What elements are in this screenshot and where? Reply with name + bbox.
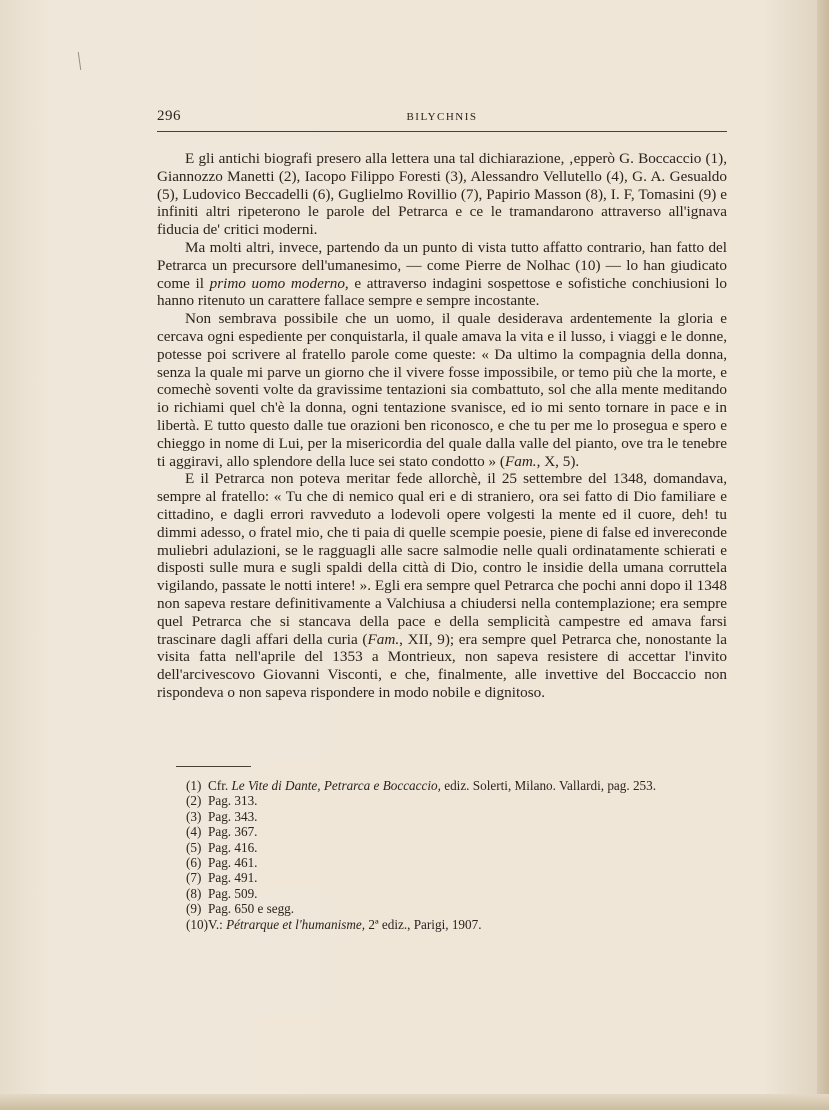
paragraph-3-text-c: , X, 5). [536, 452, 580, 470]
paragraph-4-text-a: E il Petrarca non poteva meritar fede allorchè, il 25 settembre del 1348, domandava, sempre al fratello: « Tu che di nemico qual eri e di straniero, ora sei fatto di Dio familiare e cittadino, e dagli errori ravveduto a lodevoli opere volgesti la mente ed il cuore, deh! tu dimmi adesso, o fratel mio, che ti paia di quelle scempie poesie, piene di false ed invereconde muliebri adulazioni, se le ragguagli alle sacre salmodie nelle quali ordinatamente schierati e disposti sulle mura e sugli spaldi della città di Dio, contro le insidie della umana corruttela vigilando, passate le notti intere! ». Egli era sempre quel Petrarca che pochi anni dopo il 1348 non sapeva restare definitivamente a Valchiusa a chiudersi nella contemplazione; era sempre quel Petrarca che si stancava della pace e della semplicità campestre ed amava farsi trascinare dagli affari della curia ( [157, 470, 727, 648]
footnote-number: (7) [186, 870, 202, 886]
footnotes [186, 778, 731, 932]
footnote-text: Cfr. [208, 778, 232, 793]
footnote-8 [186, 886, 731, 901]
footnote-number: (4) [186, 824, 202, 840]
paragraph-4 [157, 470, 727, 701]
paragraph-1 [157, 150, 727, 239]
footnote-5 [186, 840, 731, 855]
footnote-number: (8) [186, 885, 202, 901]
paragraph-3-italic: Fam. [504, 452, 537, 470]
footnote-text: Pag. 343. [208, 808, 258, 824]
paragraph-3-text-a: Non sembrava possibile che un uomo, il quale desiderava ardentemente la gloria e cercava ogni espediente per conquistarla, il quale amava la vita e il lusso, i viaggi e le donne, potesse poi scrivere al fratello parole come queste: « Da ultimo la compagnia della donna, senza la quale mi parve un giorno che il vivere fosse impossibile, or temo più che la morte, e comechè soventi volte da gravissime tentazioni sia combattuto, sol che alla mente meditando io richiami quel ch'è la donna, ogni tentazione svanisce, ed io mi sento tornare in pace e in libertà. E tutto questo dalle tue orazioni ben riconosco, e che tu per me lo prosegua e spero e chieggo in nome di Lui, per la misericordia del quale dalla valle del pianto, ove tra le tenebre ti aggiravi, allo splendore della luce sei stato condotto » ( [157, 310, 727, 470]
footnote-rule [176, 766, 251, 767]
footnote-text-post: 2ª ediz., Parigi, 1907. [365, 916, 482, 932]
footnote-text: Pag. 313. [208, 793, 258, 809]
main-text [157, 150, 727, 702]
footnote-number: (5) [186, 839, 202, 855]
paragraph-2-italic: primo uomo moderno [209, 274, 345, 292]
footnote-italic: Le Vite di Dante, Petrarca e Boccaccio, [231, 778, 441, 793]
paragraph-1-text: E gli antichi biografi presero alla lettera una tal dichiarazione, ‚epperò G. Boccaccio (1), Giannozzo Manetti (2), Iacopo Filippo Foresti (3), Alessandro Vellutello (4), G. A. Gesualdo (5), Ludovico Beccadelli (6), Guglielmo Rovillio (7), Papirio Masson (8), I. F, Tomasini (9) e infiniti altri ripeterono le parole del Petrarca e ce le tramandarono attraverso all'ignava fiducia de' critici moderni. [157, 150, 727, 239]
footnote-text: Pag. 509. [208, 885, 258, 901]
running-head: BILYCHNIS [406, 111, 478, 123]
footnote-number: (9) [186, 901, 202, 917]
footnote-text: V.: [208, 916, 227, 932]
paragraph-3 [157, 310, 727, 470]
header-rule [157, 131, 727, 132]
footnote-6 [186, 855, 731, 870]
footnote-7 [186, 870, 731, 885]
footnote-number: (3) [186, 808, 202, 824]
footnote-number: (1) [186, 778, 202, 793]
footnote-italic: Pétrarque et l'humanisme, [226, 916, 366, 932]
footnote-2 [186, 793, 731, 808]
footnote-number: (6) [186, 855, 202, 871]
page-edge-right [817, 0, 829, 1110]
page-header [157, 108, 727, 128]
footnote-text-post: ediz. Solerti, Milano. Vallardi, pag. 253. [440, 778, 657, 793]
paragraph-2-text-a: Ma molti altri, invece, partendo da un punto di vista tutto affatto contrario, han fatto del Petrarca un precursore dell'umanesimo, — come Pierre de Nolhac (10) — lo han giudicato come il [157, 238, 727, 292]
paragraph-2-text-c: , e attraverso indagini sospettose e sofistiche conchiusioni lo hanno ritenuto un carattere fallace sempre e sempre incostante. [157, 274, 728, 310]
footnote-3 [186, 809, 731, 824]
page-edge-bottom [0, 1094, 829, 1110]
footnote-1 [186, 778, 731, 793]
paragraph-2 [157, 239, 727, 310]
paragraph-4-text-c: , XII, 9); era sempre quel Petrarca che, nonostante la visita fatta nell'aprile del 1353 a Montrieux, non sapeva resistere di accettar l'invito dell'arcivescovo Giovanni Visconti, e che, finalmente, alle invettive del Boccaccio non rispondeva o non sapeva rispondere in modo nobile e dignitoso. [157, 630, 727, 701]
page-number: 296 [157, 108, 181, 124]
footnote-number: (10) [186, 916, 208, 932]
footnote-text: Pag. 650 e segg. [208, 901, 295, 917]
footnote-9 [186, 901, 731, 916]
footnote-text: Pag. 416. [208, 839, 258, 855]
footnote-text: Pag. 491. [208, 870, 258, 886]
footnote-10 [186, 917, 731, 932]
paragraph-4-italic: Fam. [367, 630, 400, 648]
footnote-number: (2) [186, 793, 202, 809]
footnote-text: Pag. 461. [208, 855, 258, 871]
footnote-4 [186, 824, 731, 839]
footnote-text: Pag. 367. [208, 824, 258, 840]
pencil-mark [78, 52, 81, 70]
